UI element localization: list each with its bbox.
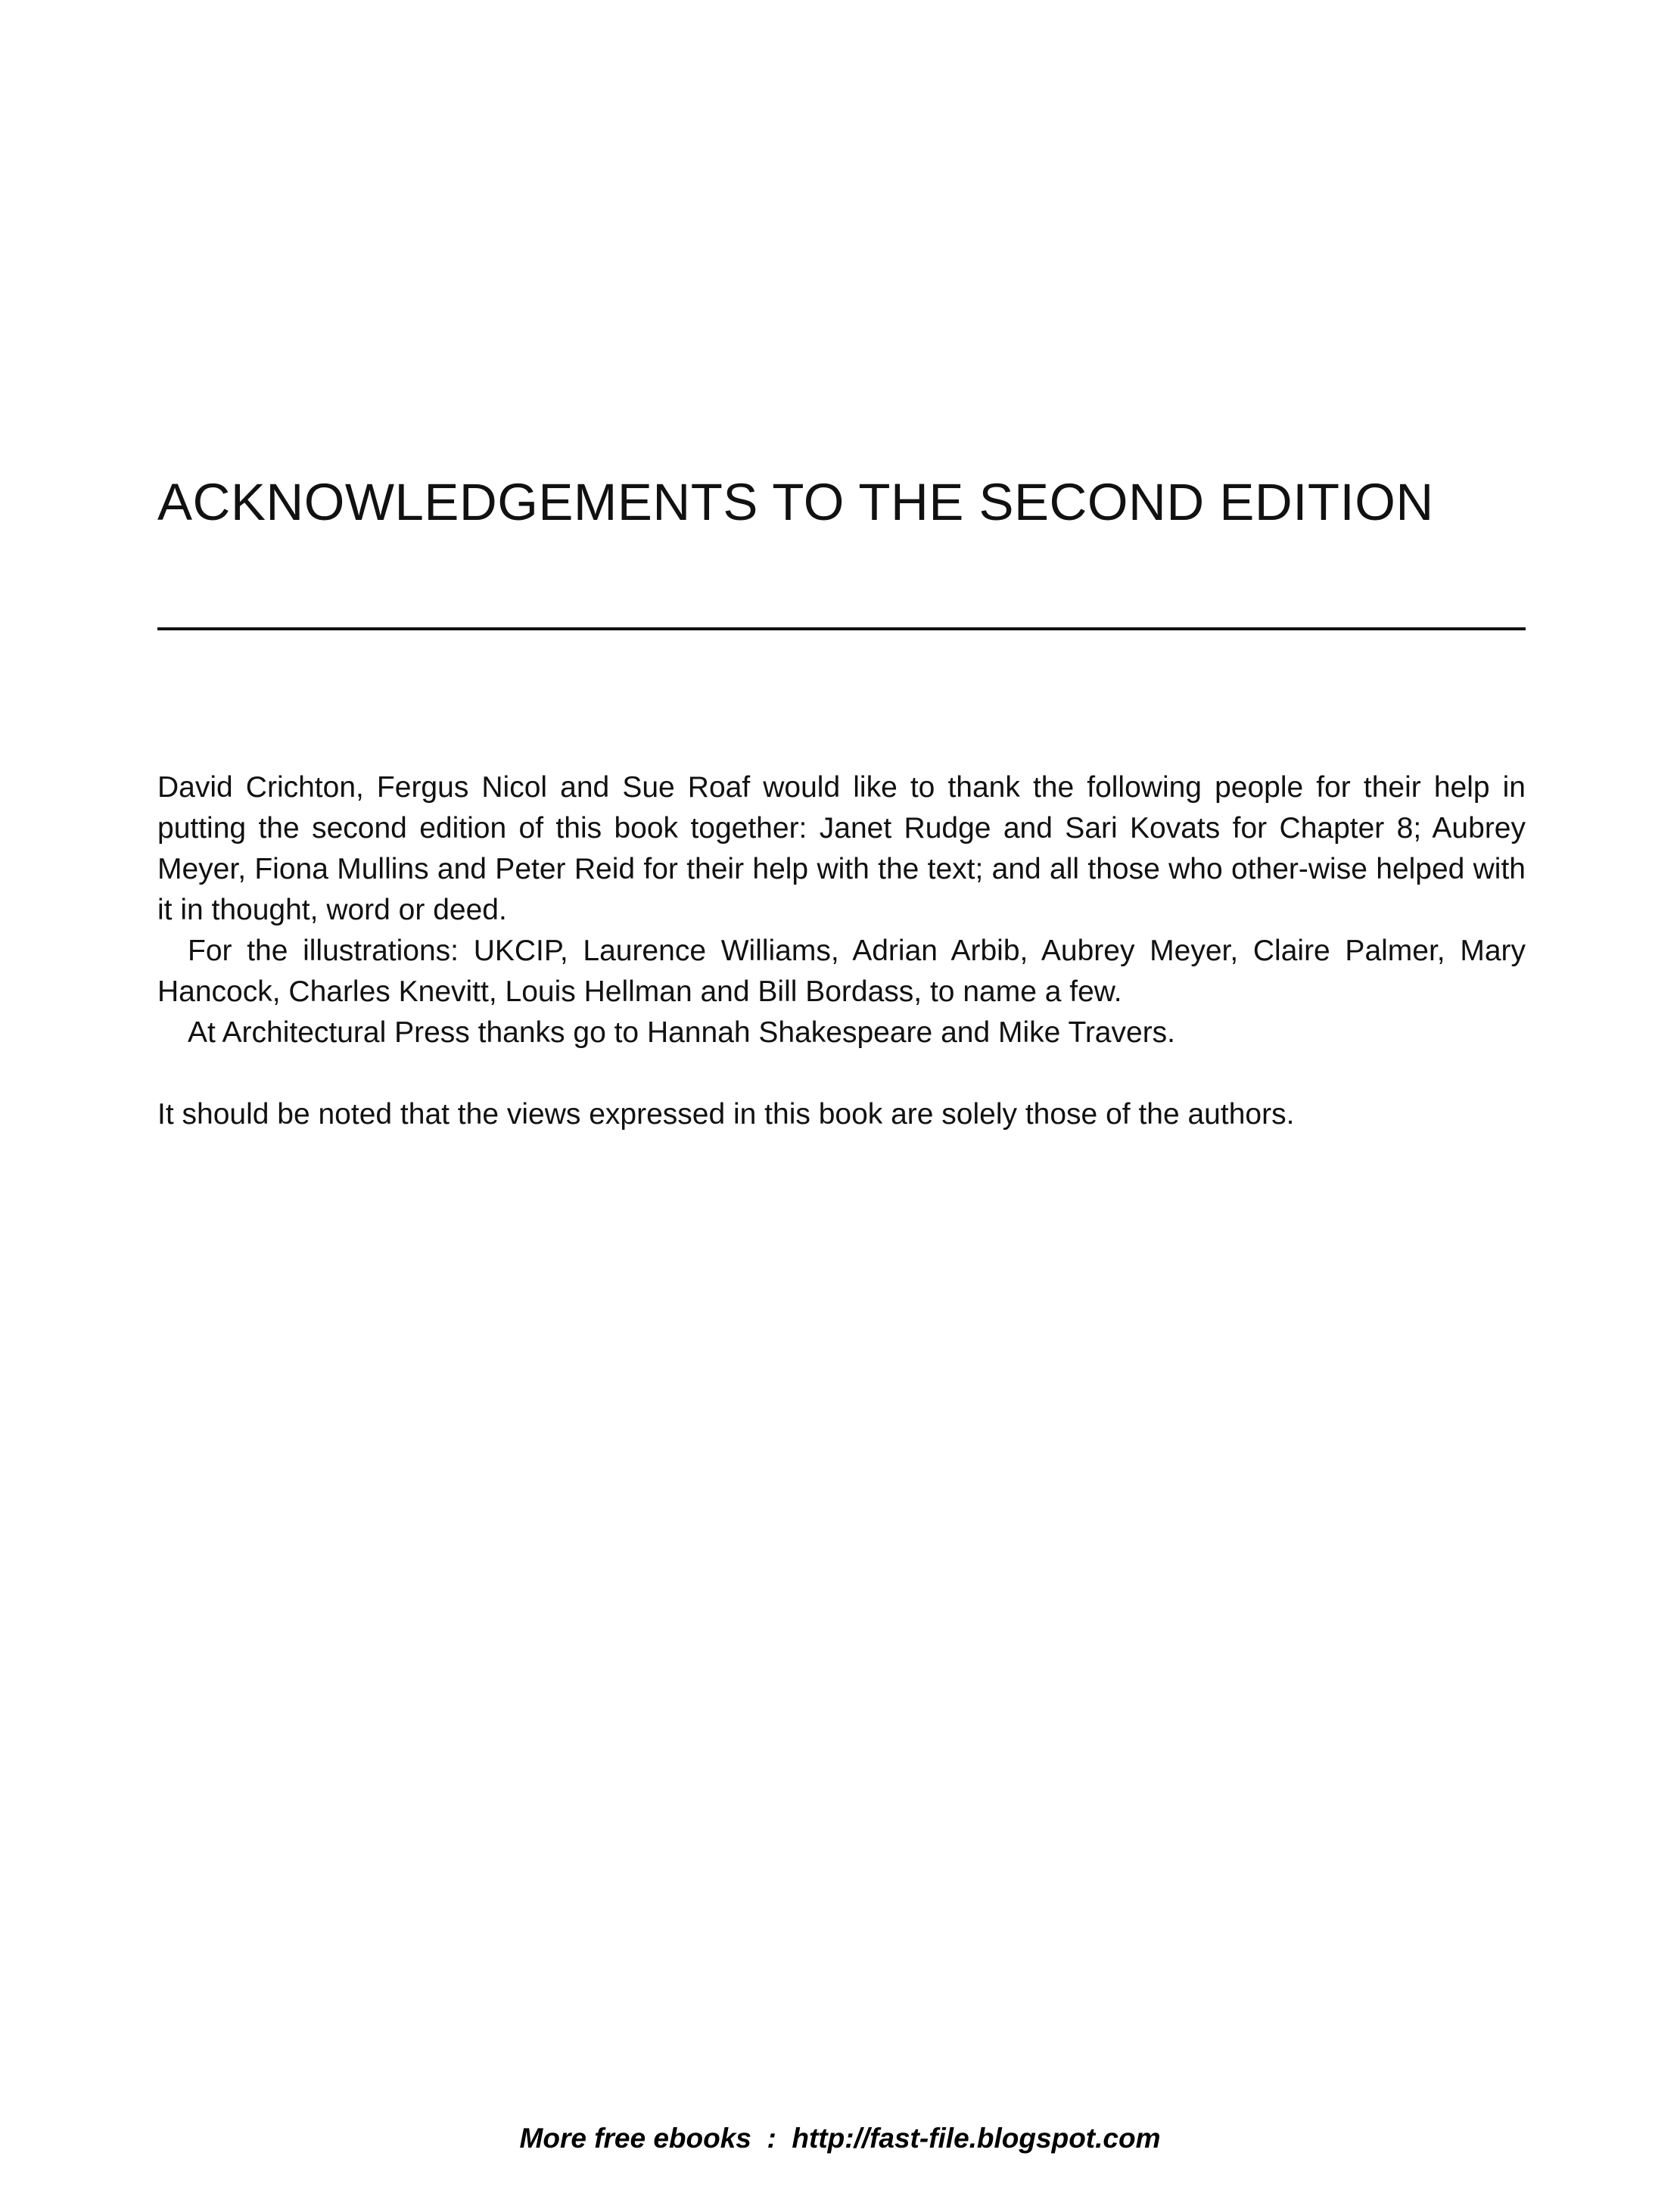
footer-separator: : bbox=[751, 2123, 792, 2154]
paragraph-publisher: At Architectural Press thanks go to Hannah Shakespeare and Mike Travers. bbox=[188, 1016, 1176, 1049]
paragraph-disclaimer: It should be noted that the views expressed in this book are solely those of the authors. bbox=[157, 1098, 1295, 1131]
page-title: ACKNOWLEDGEMENTS TO THE SECOND EDITION bbox=[157, 473, 1434, 531]
footer-label: More free ebooks bbox=[519, 2123, 751, 2154]
title-divider bbox=[157, 627, 1526, 630]
footer-banner bbox=[0, 2122, 1680, 2155]
footer-link[interactable]: http://fast-file.blogspot.com bbox=[792, 2123, 1161, 2154]
paragraph-illustrations: For the illustrations: UKCIP, Laurence Williams, Adrian Arbib, Aubrey Meyer, Claire Palmer, Mary Hancock, Charles Knevitt, Louis Hellman and Bill Bordass, to name a few. bbox=[157, 935, 1526, 1008]
acknowledgements-body bbox=[157, 767, 1526, 1135]
paragraph-thanks: David Crichton, Fergus Nicol and Sue Roaf would like to thank the following people for their help in putting the second edition of this book together: Janet Rudge and Sari Kovats for Chapter 8; Aubrey Meyer, Fiona Mullins and Peter Reid for their help with the text; and all those who other-wise helped with it in thought, word or deed. bbox=[157, 771, 1526, 926]
